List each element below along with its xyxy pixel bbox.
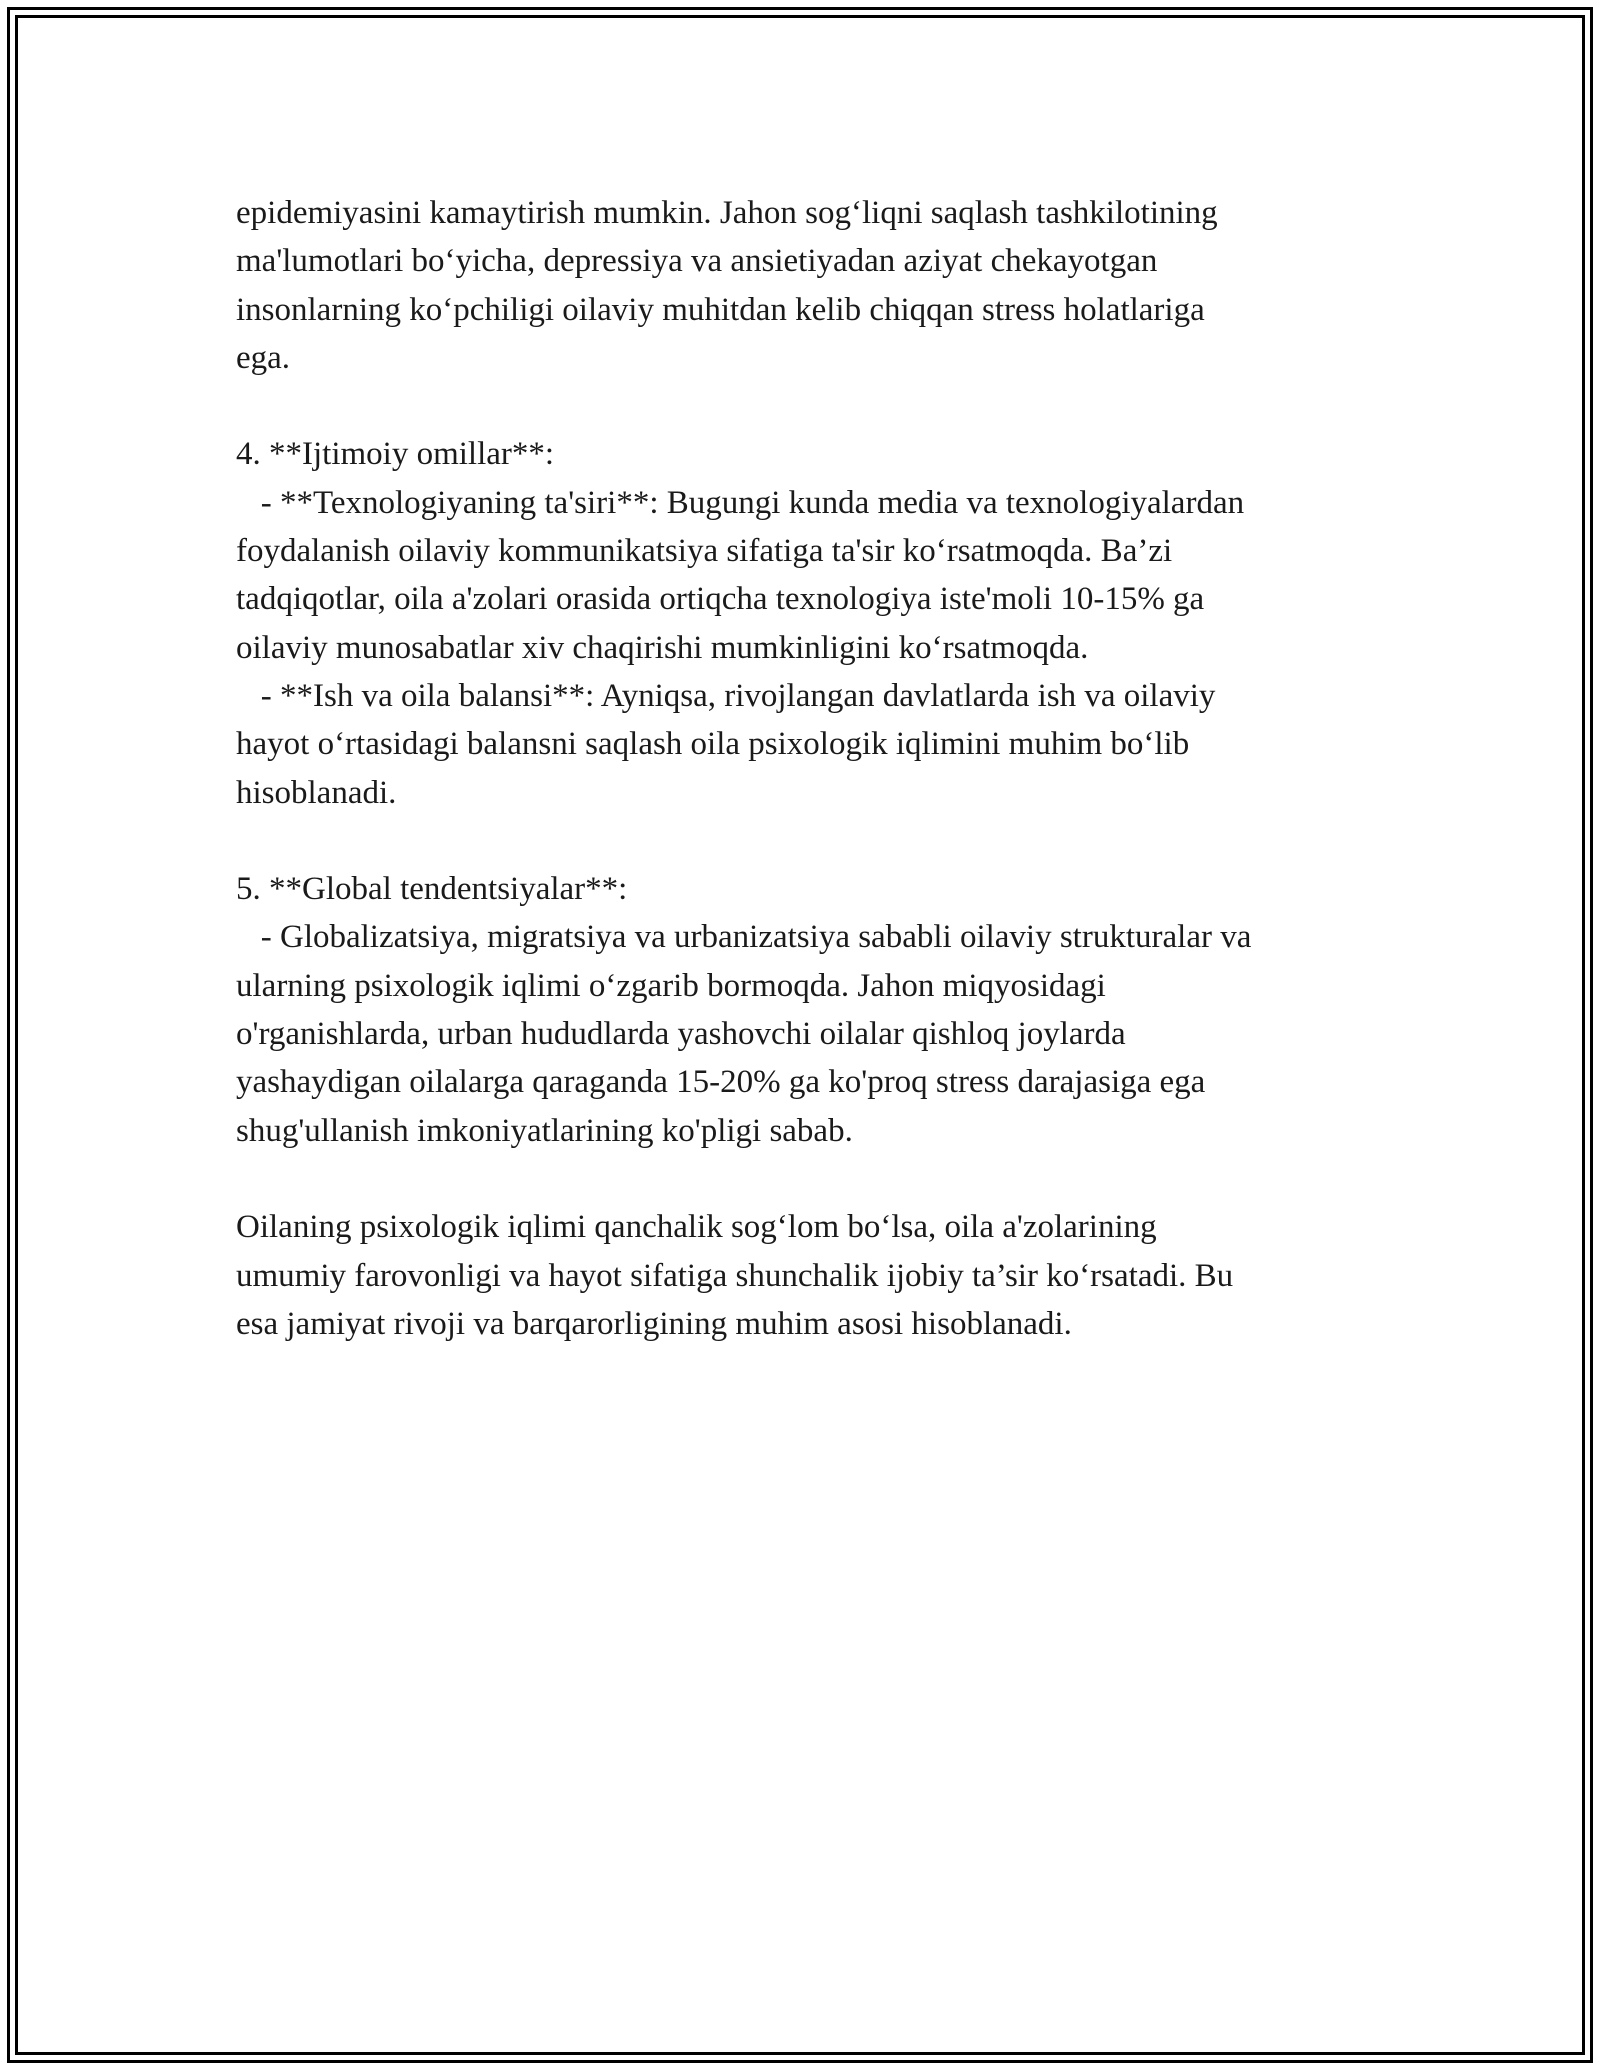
text-line: hayot o‘rtasidagi balansni saqlash oila psixologik iqlimini muhim bo‘lib: [236, 726, 1190, 763]
paragraph-intro-continuation: [236, 189, 1406, 382]
paragraph-gap: [236, 382, 1406, 430]
text-line: esa jamiyat rivoji va barqarorligining muhim asosi hisoblanadi.: [236, 1305, 1072, 1342]
list-item-line: - **Ish va oila balansi**: Ayniqsa, rivojlangan davlatlarda ish va oilaviy: [236, 677, 1216, 714]
text-line: foydalanish oilaviy kommunikatsiya sifatiga ta'sir ko‘rsatmoqda. Ba’zi: [236, 533, 1173, 570]
text-line: yashaydigan oilalarga qaraganda 15-20% ga ko'proq stress darajasiga ega: [236, 1064, 1206, 1101]
text-line: shug'ullanish imkoniyatlarining ko'pligi sabab.: [236, 1112, 853, 1149]
text-line: ega.: [236, 339, 291, 376]
text-line: insonlarning ko‘pchiligi oilaviy muhitdan kelib chiqqan stress holatlariga: [236, 291, 1205, 328]
text-line: ularning psixologik iqlimi o‘zgarib bormoqda. Jahon miqyosidagi: [236, 967, 1106, 1004]
list-item-line: - **Texnologiyaning ta'siri**: Bugungi kunda media va texnologiyalardan: [236, 484, 1245, 521]
text-line: epidemiyasini kamaytirish mumkin. Jahon sog‘liqni saqlash tashkilotining: [236, 195, 1218, 231]
text-line: umumiy farovonligi va hayot sifatiga shunchalik ijobiy ta’sir ko‘rsatadi. Bu: [236, 1257, 1234, 1294]
paragraph-conclusion: [236, 1203, 1406, 1348]
paragraph-gap: [236, 1155, 1406, 1203]
paragraph-section-4: [236, 430, 1406, 816]
section-heading: 5. **Global tendentsiyalar**:: [236, 871, 628, 908]
text-line: Oilaning psixologik iqlimi qanchalik sog‘lom bo‘lsa, oila a'zolarining: [236, 1209, 1157, 1246]
text-line: tadqiqotlar, oila a'zolari orasida ortiqcha texnologiya iste'moli 10-15% ga: [236, 581, 1205, 618]
text-line: hisoblanadi.: [236, 774, 397, 811]
text-line: ma'lumotlari bo‘yicha, depressiya va ansietiyadan aziyat chekayotgan: [236, 243, 1158, 280]
list-item-line: - Globalizatsiya, migratsiya va urbanizatsiya sababli oilaviy strukturalar va: [236, 919, 1252, 956]
paragraph-section-5: [236, 865, 1406, 1155]
paragraph-gap: [236, 817, 1406, 865]
text-line: oilaviy munosabatlar xiv chaqirishi mumkinligini ko‘rsatmoqda.: [236, 629, 1089, 666]
section-heading: 4. **Ijtimoiy omillar**:: [236, 436, 555, 473]
text-line: o'rganishlarda, urban hududlarda yashovchi oilalar qishloq joylarda: [236, 1016, 1126, 1053]
document-body: [236, 189, 1406, 1348]
